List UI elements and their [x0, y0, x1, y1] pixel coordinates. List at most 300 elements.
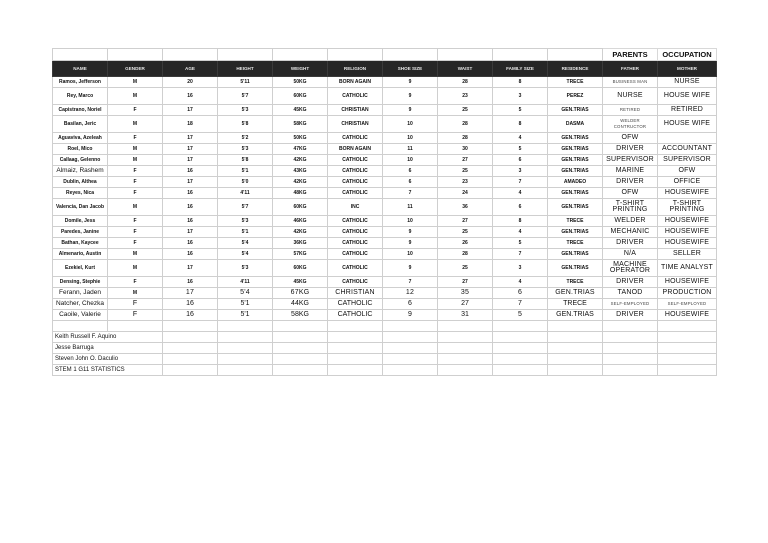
cell-height[interactable]: 5'4 [218, 288, 273, 299]
cell[interactable] [383, 321, 438, 332]
cell-waist[interactable]: 27 [438, 299, 493, 310]
cell-residence[interactable]: TRECE [548, 77, 603, 88]
parents-header[interactable]: PARENTS [603, 49, 658, 61]
cell-height[interactable]: 5'8 [218, 116, 273, 133]
cell-gender[interactable]: F [108, 133, 163, 144]
cell-shoe-size[interactable]: 7 [383, 188, 438, 199]
cell-mother[interactable]: PRODUCTION [658, 288, 717, 299]
cell-mother[interactable]: SUPERVISOR [658, 155, 717, 166]
cell-weight[interactable]: 47KG [273, 144, 328, 155]
column-header-age[interactable]: AGE [163, 61, 218, 77]
cell-father[interactable]: T-SHIRT PRINTING [603, 199, 658, 216]
cell-weight[interactable]: 42KG [273, 227, 328, 238]
cell-father[interactable]: OFW [603, 133, 658, 144]
cell[interactable] [548, 343, 603, 354]
cell-shoe-size[interactable]: 6 [383, 166, 438, 177]
column-header-father[interactable]: FATHER [603, 61, 658, 77]
cell-religion[interactable]: CHRISTIAN [328, 116, 383, 133]
cell[interactable] [218, 343, 273, 354]
cell[interactable] [548, 49, 603, 61]
cell-name[interactable]: Ramos, Jefferson [53, 77, 108, 88]
cell-family-size[interactable]: 4 [493, 133, 548, 144]
cell-father[interactable]: OFW [603, 188, 658, 199]
column-header-weight[interactable]: WEIGHT [273, 61, 328, 77]
cell-gender[interactable]: F [108, 227, 163, 238]
cell[interactable] [218, 354, 273, 365]
cell-mother[interactable]: HOUSEWIFE [658, 188, 717, 199]
cell-age[interactable]: 17 [163, 105, 218, 116]
cell-name[interactable]: Roel, Mico [53, 144, 108, 155]
cell-shoe-size[interactable]: 9 [383, 310, 438, 321]
cell-mother[interactable]: RETIRED [658, 105, 717, 116]
cell-name[interactable]: Caoile, Valerie [53, 310, 108, 321]
cell-gender[interactable]: F [108, 238, 163, 249]
cell-weight[interactable]: 60KG [273, 260, 328, 277]
cell[interactable] [603, 332, 658, 343]
cell-father[interactable]: SELF-EMPLOYED [603, 299, 658, 310]
cell-weight[interactable]: 42KG [273, 177, 328, 188]
cell-name[interactable]: Dublin, Althea [53, 177, 108, 188]
cell-father[interactable]: TANOD [603, 288, 658, 299]
cell[interactable] [548, 365, 603, 376]
cell-father[interactable]: WELDER [603, 216, 658, 227]
cell[interactable] [493, 49, 548, 61]
cell-height[interactable]: 5'3 [218, 260, 273, 277]
cell[interactable] [658, 343, 717, 354]
cell-residence[interactable]: GEN.TRIAS [548, 166, 603, 177]
cell-weight[interactable]: 43KG [273, 166, 328, 177]
cell-waist[interactable]: 25 [438, 227, 493, 238]
cell-father[interactable]: BUSINESS MAN [603, 77, 658, 88]
cell-religion[interactable]: CATHOLIC [328, 310, 383, 321]
cell-waist[interactable]: 31 [438, 310, 493, 321]
cell-height[interactable]: 5'1 [218, 227, 273, 238]
cell-shoe-size[interactable]: 6 [383, 177, 438, 188]
cell-age[interactable]: 16 [163, 299, 218, 310]
cell-mother[interactable]: OFFICE [658, 177, 717, 188]
cell-weight[interactable]: 44KG [273, 299, 328, 310]
cell-shoe-size[interactable]: 11 [383, 199, 438, 216]
cell[interactable] [383, 343, 438, 354]
cell-mother[interactable]: NURSE [658, 77, 717, 88]
cell-gender[interactable]: F [108, 105, 163, 116]
cell-age[interactable]: 16 [163, 310, 218, 321]
cell-name[interactable]: Bathan, Kaycee [53, 238, 108, 249]
cell-age[interactable]: 16 [163, 238, 218, 249]
cell-family-size[interactable]: 4 [493, 277, 548, 288]
cell-name[interactable]: Almaiz, Rashem [53, 166, 108, 177]
cell-religion[interactable]: CATHOLIC [328, 133, 383, 144]
cell[interactable] [328, 365, 383, 376]
cell[interactable] [438, 365, 493, 376]
cell[interactable] [603, 343, 658, 354]
cell-shoe-size[interactable]: 9 [383, 88, 438, 105]
cell-father[interactable]: MARINE [603, 166, 658, 177]
cell-height[interactable]: 5'3 [218, 144, 273, 155]
cell[interactable] [328, 332, 383, 343]
cell[interactable] [548, 354, 603, 365]
cell-mother[interactable]: HOUSEWIFE [658, 310, 717, 321]
cell-weight[interactable]: 42KG [273, 155, 328, 166]
footer-text[interactable]: Jesse Barruga [53, 343, 163, 354]
cell-shoe-size[interactable]: 9 [383, 260, 438, 277]
column-header-height[interactable]: HEIGHT [218, 61, 273, 77]
cell-weight[interactable]: 45KG [273, 277, 328, 288]
cell-family-size[interactable]: 8 [493, 116, 548, 133]
cell-name[interactable]: Aguaviva, Azeleah [53, 133, 108, 144]
cell-religion[interactable]: BORN AGAIN [328, 77, 383, 88]
cell[interactable] [548, 332, 603, 343]
cell-age[interactable]: 17 [163, 144, 218, 155]
cell-gender[interactable]: M [108, 249, 163, 260]
cell-gender[interactable]: F [108, 188, 163, 199]
cell[interactable] [493, 332, 548, 343]
cell-weight[interactable]: 60KG [273, 199, 328, 216]
cell-family-size[interactable]: 4 [493, 227, 548, 238]
cell-name[interactable]: Ferann, Jaden [53, 288, 108, 299]
cell[interactable] [218, 321, 273, 332]
cell-religion[interactable]: INC [328, 199, 383, 216]
cell-height[interactable]: 4'11 [218, 277, 273, 288]
cell-shoe-size[interactable]: 7 [383, 277, 438, 288]
cell-name[interactable]: Domile, Jess [53, 216, 108, 227]
cell-family-size[interactable]: 3 [493, 88, 548, 105]
cell[interactable] [658, 321, 717, 332]
cell-name[interactable]: Basilan, Jeric [53, 116, 108, 133]
cell-father[interactable]: NURSE [603, 88, 658, 105]
footer-text[interactable]: Keith Russell F. Aquino [53, 332, 163, 343]
cell-waist[interactable]: 30 [438, 144, 493, 155]
cell-name[interactable]: Natcher, Chezka [53, 299, 108, 310]
cell-gender[interactable]: F [108, 216, 163, 227]
cell-religion[interactable]: CATHOLIC [328, 166, 383, 177]
cell-religion[interactable]: CATHOLIC [328, 88, 383, 105]
cell-religion[interactable]: CATHOLIC [328, 155, 383, 166]
cell-age[interactable]: 17 [163, 227, 218, 238]
cell-residence[interactable]: GEN.TRIAS [548, 288, 603, 299]
cell-shoe-size[interactable]: 10 [383, 155, 438, 166]
cell-gender[interactable]: M [108, 155, 163, 166]
cell-mother[interactable]: ACCOUNTANT [658, 144, 717, 155]
cell-residence[interactable]: GEN.TRIAS [548, 144, 603, 155]
cell-father[interactable]: SUPERVISOR [603, 155, 658, 166]
cell-religion[interactable]: CHRISTIAN [328, 105, 383, 116]
cell-religion[interactable]: CATHOLIC [328, 216, 383, 227]
column-header-name[interactable]: NAME [53, 61, 108, 77]
cell-father[interactable]: DRIVER [603, 238, 658, 249]
cell[interactable] [328, 49, 383, 61]
cell-height[interactable]: 4'11 [218, 188, 273, 199]
cell[interactable] [658, 332, 717, 343]
cell-gender[interactable]: M [108, 88, 163, 105]
cell[interactable] [273, 321, 328, 332]
cell-name[interactable]: Rey, Marco [53, 88, 108, 105]
cell-waist[interactable]: 24 [438, 188, 493, 199]
cell[interactable] [383, 354, 438, 365]
cell[interactable] [273, 49, 328, 61]
cell-religion[interactable]: BORN AGAIN [328, 144, 383, 155]
cell-religion[interactable]: CATHOLIC [328, 238, 383, 249]
cell-shoe-size[interactable]: 10 [383, 249, 438, 260]
cell-family-size[interactable]: 6 [493, 199, 548, 216]
cell-family-size[interactable]: 7 [493, 249, 548, 260]
cell-father[interactable]: DRIVER [603, 177, 658, 188]
cell-mother[interactable]: HOUSEWIFE [658, 227, 717, 238]
cell-residence[interactable]: GEN.TRIAS [548, 133, 603, 144]
cell-father[interactable]: DRIVER [603, 277, 658, 288]
cell-height[interactable]: 5'1 [218, 310, 273, 321]
cell-gender[interactable]: M [108, 288, 163, 299]
cell-father[interactable]: MECHANIC [603, 227, 658, 238]
cell-name[interactable]: Ezekiel, Kurt [53, 260, 108, 277]
column-header-family-size[interactable]: FAMILY SIZE [493, 61, 548, 77]
cell[interactable] [658, 365, 717, 376]
cell[interactable] [218, 332, 273, 343]
cell[interactable] [108, 49, 163, 61]
cell-family-size[interactable]: 3 [493, 260, 548, 277]
cell-residence[interactable]: PEREZ [548, 88, 603, 105]
cell-shoe-size[interactable]: 9 [383, 77, 438, 88]
cell-weight[interactable]: 46KG [273, 216, 328, 227]
cell-name[interactable]: Callaag, Gelenno [53, 155, 108, 166]
cell-age[interactable]: 16 [163, 199, 218, 216]
cell-name[interactable]: Reyes, Nica [53, 188, 108, 199]
cell-shoe-size[interactable]: 10 [383, 133, 438, 144]
cell[interactable] [273, 343, 328, 354]
cell-religion[interactable]: CATHOLIC [328, 227, 383, 238]
column-header-waist[interactable]: WAIST [438, 61, 493, 77]
cell-mother[interactable]: SELLER [658, 249, 717, 260]
cell-age[interactable]: 20 [163, 77, 218, 88]
cell-waist[interactable]: 28 [438, 77, 493, 88]
occupation-header[interactable]: OCCUPATION [658, 49, 717, 61]
cell-religion[interactable]: CATHOLIC [328, 188, 383, 199]
cell-waist[interactable]: 28 [438, 116, 493, 133]
cell[interactable] [548, 321, 603, 332]
cell-waist[interactable]: 23 [438, 88, 493, 105]
cell-gender[interactable]: M [108, 260, 163, 277]
cell-waist[interactable]: 25 [438, 105, 493, 116]
cell-residence[interactable]: GEN.TRIAS [548, 249, 603, 260]
cell-height[interactable]: 5'2 [218, 133, 273, 144]
cell[interactable] [163, 354, 218, 365]
cell-family-size[interactable]: 7 [493, 299, 548, 310]
cell-mother[interactable]: HOUSE WIFE [658, 88, 717, 105]
cell-weight[interactable]: 57KG [273, 249, 328, 260]
cell-religion[interactable]: CATHOLIC [328, 277, 383, 288]
cell[interactable] [218, 365, 273, 376]
cell[interactable] [438, 49, 493, 61]
cell-age[interactable]: 16 [163, 166, 218, 177]
cell[interactable] [218, 49, 273, 61]
cell-father[interactable]: MACHINE OPERATOR [603, 260, 658, 277]
cell-family-size[interactable]: 6 [493, 288, 548, 299]
cell-height[interactable]: 5'1 [218, 299, 273, 310]
cell[interactable] [53, 321, 108, 332]
cell-weight[interactable]: 45KG [273, 105, 328, 116]
cell-waist[interactable]: 26 [438, 238, 493, 249]
cell-name[interactable]: Almenario, Austin [53, 249, 108, 260]
cell-gender[interactable]: M [108, 116, 163, 133]
cell-gender[interactable]: M [108, 77, 163, 88]
cell-family-size[interactable]: 5 [493, 144, 548, 155]
cell-residence[interactable]: TRECE [548, 216, 603, 227]
cell-residence[interactable]: TRECE [548, 299, 603, 310]
cell-waist[interactable]: 36 [438, 199, 493, 216]
cell-religion[interactable]: CATHOLIC [328, 177, 383, 188]
cell-family-size[interactable]: 3 [493, 166, 548, 177]
cell-age[interactable]: 18 [163, 116, 218, 133]
cell-shoe-size[interactable]: 12 [383, 288, 438, 299]
cell-mother[interactable]: HOUSEWIFE [658, 216, 717, 227]
cell[interactable] [438, 321, 493, 332]
cell[interactable] [163, 321, 218, 332]
cell[interactable] [163, 49, 218, 61]
cell-religion[interactable]: CATHOLIC [328, 249, 383, 260]
cell-height[interactable]: 5'11 [218, 77, 273, 88]
cell-residence[interactable]: TRECE [548, 238, 603, 249]
cell-mother[interactable]: HOUSEWIFE [658, 238, 717, 249]
cell-family-size[interactable]: 5 [493, 105, 548, 116]
cell[interactable] [493, 365, 548, 376]
cell-waist[interactable]: 27 [438, 155, 493, 166]
cell-father[interactable]: DRIVER [603, 310, 658, 321]
cell[interactable] [383, 49, 438, 61]
cell-waist[interactable]: 28 [438, 133, 493, 144]
cell-height[interactable]: 5'4 [218, 249, 273, 260]
cell-height[interactable]: 5'3 [218, 216, 273, 227]
cell-waist[interactable]: 25 [438, 166, 493, 177]
cell-height[interactable]: 5'7 [218, 88, 273, 105]
cell-residence[interactable]: GEN.TRIAS [548, 155, 603, 166]
cell-name[interactable]: Densing, Stephie [53, 277, 108, 288]
cell-waist[interactable]: 25 [438, 260, 493, 277]
column-header-shoe-size[interactable]: SHOE SIZE [383, 61, 438, 77]
cell-waist[interactable]: 28 [438, 249, 493, 260]
footer-text[interactable]: STEM 1 G11 STATISTICS [53, 365, 163, 376]
cell-father[interactable]: RETIRED [603, 105, 658, 116]
cell-family-size[interactable]: 8 [493, 77, 548, 88]
cell-family-size[interactable]: 8 [493, 216, 548, 227]
cell-residence[interactable]: GEN.TRIAS [548, 188, 603, 199]
cell-name[interactable]: Valencia, Dan Jacob [53, 199, 108, 216]
column-header-religion[interactable]: RELIGION [328, 61, 383, 77]
cell[interactable] [383, 365, 438, 376]
cell-waist[interactable]: 23 [438, 177, 493, 188]
cell-height[interactable]: 5'4 [218, 238, 273, 249]
cell-family-size[interactable]: 5 [493, 310, 548, 321]
cell-gender[interactable]: M [108, 199, 163, 216]
cell-religion[interactable]: CHRISTIAN [328, 288, 383, 299]
cell-height[interactable]: 5'0 [218, 177, 273, 188]
cell-weight[interactable]: 58KG [273, 310, 328, 321]
cell-religion[interactable]: CATHOLIC [328, 299, 383, 310]
cell-gender[interactable]: F [108, 299, 163, 310]
cell-gender[interactable]: M [108, 144, 163, 155]
cell-family-size[interactable]: 5 [493, 238, 548, 249]
cell-waist[interactable]: 35 [438, 288, 493, 299]
cell-religion[interactable]: CATHOLIC [328, 260, 383, 277]
cell-gender[interactable]: F [108, 166, 163, 177]
cell[interactable] [328, 354, 383, 365]
cell[interactable] [328, 343, 383, 354]
cell[interactable] [603, 321, 658, 332]
cell-residence[interactable]: AMADEO [548, 177, 603, 188]
cell[interactable] [603, 365, 658, 376]
cell-name[interactable]: Capistrano, Noriel [53, 105, 108, 116]
cell[interactable] [53, 49, 108, 61]
cell[interactable] [603, 354, 658, 365]
cell-gender[interactable]: F [108, 177, 163, 188]
cell-father[interactable]: N/A [603, 249, 658, 260]
cell-family-size[interactable]: 7 [493, 177, 548, 188]
cell-gender[interactable]: F [108, 310, 163, 321]
cell-height[interactable]: 5'3 [218, 105, 273, 116]
cell-shoe-size[interactable]: 11 [383, 144, 438, 155]
cell-weight[interactable]: 67KG [273, 288, 328, 299]
cell[interactable] [438, 354, 493, 365]
column-header-residence[interactable]: RESIDENCE [548, 61, 603, 77]
cell-weight[interactable]: 36KG [273, 238, 328, 249]
cell[interactable] [658, 354, 717, 365]
cell-residence[interactable]: DASMA [548, 116, 603, 133]
cell-residence[interactable]: GEN.TRIAS [548, 227, 603, 238]
cell-shoe-size[interactable]: 9 [383, 105, 438, 116]
cell[interactable] [273, 365, 328, 376]
cell-age[interactable]: 16 [163, 88, 218, 105]
cell[interactable] [108, 321, 163, 332]
cell-mother[interactable]: T-SHIRT PRINTING [658, 199, 717, 216]
column-header-mother[interactable]: MOTHER [658, 61, 717, 77]
cell[interactable] [328, 321, 383, 332]
cell-height[interactable]: 5'8 [218, 155, 273, 166]
cell-residence[interactable]: TRECE [548, 277, 603, 288]
cell-mother[interactable]: OFW [658, 166, 717, 177]
cell[interactable] [273, 332, 328, 343]
cell-residence[interactable]: GEN.TRIAS [548, 310, 603, 321]
cell-residence[interactable]: GEN.TRIAS [548, 260, 603, 277]
cell[interactable] [493, 343, 548, 354]
cell[interactable] [273, 354, 328, 365]
cell-waist[interactable]: 27 [438, 216, 493, 227]
cell-shoe-size[interactable]: 10 [383, 116, 438, 133]
cell-father[interactable]: DRIVER [603, 144, 658, 155]
cell-age[interactable]: 17 [163, 155, 218, 166]
cell-mother[interactable]: HOUSEWIFE [658, 277, 717, 288]
cell[interactable] [493, 321, 548, 332]
cell-family-size[interactable]: 6 [493, 155, 548, 166]
cell[interactable] [493, 354, 548, 365]
cell-weight[interactable]: 50KG [273, 77, 328, 88]
cell-shoe-size[interactable]: 10 [383, 216, 438, 227]
footer-text[interactable]: Steven John O. Daculio [53, 354, 163, 365]
cell-age[interactable]: 17 [163, 133, 218, 144]
cell-family-size[interactable]: 4 [493, 188, 548, 199]
cell-height[interactable]: 5'1 [218, 166, 273, 177]
cell[interactable] [163, 332, 218, 343]
cell-age[interactable]: 16 [163, 188, 218, 199]
cell-age[interactable]: 16 [163, 216, 218, 227]
cell-weight[interactable]: 58KG [273, 116, 328, 133]
cell[interactable] [163, 343, 218, 354]
cell-age[interactable]: 17 [163, 177, 218, 188]
cell-father[interactable]: WELDER CONTRUCTOR [603, 116, 658, 133]
cell-weight[interactable]: 48KG [273, 188, 328, 199]
cell[interactable] [383, 332, 438, 343]
cell-residence[interactable]: GEN.TRIAS [548, 105, 603, 116]
cell-shoe-size[interactable]: 9 [383, 238, 438, 249]
cell-age[interactable]: 16 [163, 249, 218, 260]
